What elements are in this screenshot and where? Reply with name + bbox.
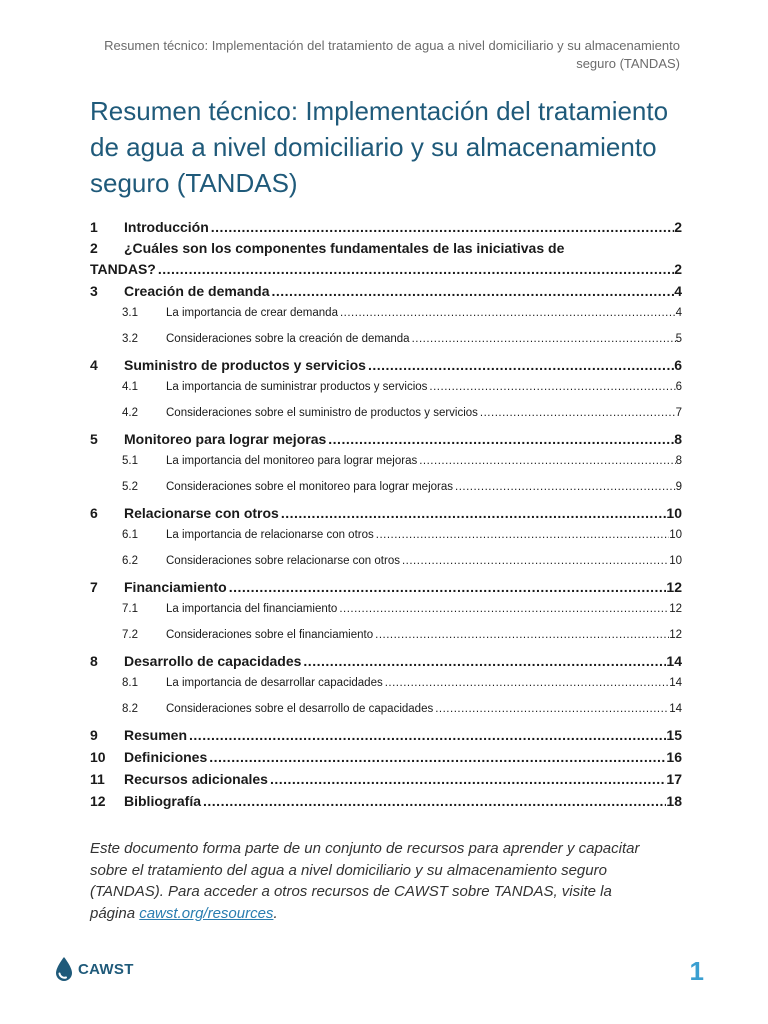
toc-entry[interactable] <box>90 746 682 768</box>
toc-entry-label: Consideraciones sobre relacionarse con otros <box>166 555 400 567</box>
toc-page-number: 4 <box>675 307 682 319</box>
toc-entry-label: Consideraciones sobre el suministro de productos y servicios <box>166 407 478 419</box>
toc-leader <box>209 216 674 238</box>
toc-page-number: 15 <box>666 727 682 743</box>
toc-subentry[interactable] <box>90 328 682 354</box>
toc-page-number: 8 <box>675 455 682 467</box>
toc-leader <box>270 280 675 302</box>
toc-page-number: 17 <box>666 771 682 787</box>
toc-subentry[interactable] <box>90 672 682 698</box>
toc-leader <box>400 552 669 570</box>
toc-entry-number: 6.2 <box>122 555 138 567</box>
toc-entry-label: Consideraciones sobre el financiamiento <box>166 629 374 641</box>
toc-entry[interactable] <box>90 354 682 376</box>
toc-page-number: 14 <box>669 677 682 689</box>
toc-entry[interactable] <box>90 768 682 790</box>
toc-leader <box>478 404 676 422</box>
toc-subentry[interactable] <box>90 376 682 402</box>
toc-page-number: 8 <box>674 431 682 447</box>
toc-entry-label: Consideraciones sobre el monitoreo para lograr mejoras <box>166 481 454 493</box>
toc-subentry[interactable] <box>90 550 682 576</box>
toc-entry-label: Desarrollo de capacidades <box>124 653 302 669</box>
toc-entry-number: 10 <box>90 749 106 765</box>
toc-entry-number: 5.1 <box>122 455 138 467</box>
toc-entry-number: 7.2 <box>122 629 138 641</box>
toc-entry-label: Monitoreo para lograr mejoras <box>124 431 327 447</box>
toc-page-number: 12 <box>669 629 682 641</box>
toc-leader <box>383 674 669 692</box>
toc-page-number: 10 <box>666 505 682 521</box>
toc-entry-number: 9 <box>90 727 98 743</box>
toc-entry-label: ¿Cuáles son los componentes fundamentales de las iniciativas de <box>124 240 565 256</box>
toc-entry-number: 8.2 <box>122 703 138 715</box>
toc-page-number: 6 <box>675 381 682 393</box>
toc-leader <box>279 502 667 524</box>
toc-entry-number: 1 <box>90 219 98 235</box>
toc-leader <box>373 626 669 644</box>
toc-leader <box>417 452 675 470</box>
toc-page-number: 10 <box>669 555 682 567</box>
toc-page-number: 2 <box>674 261 682 277</box>
toc-page-number: 5 <box>675 333 682 345</box>
toc-page-number: 14 <box>669 703 682 715</box>
toc-entry[interactable] <box>90 576 682 598</box>
toc-page-number: 4 <box>674 283 682 299</box>
page-number: 1 <box>689 956 704 986</box>
toc-leader <box>156 258 674 280</box>
toc-subentry[interactable] <box>90 402 682 428</box>
toc-entry-number: 7.1 <box>122 603 138 615</box>
toc-leader <box>201 790 666 812</box>
toc-entry-label: Suministro de productos y servicios <box>124 357 366 373</box>
running-header: Resumen técnico: Implementación del tratamiento de agua a nivel domiciliario y su almacenamiento seguro (TANDAS) <box>104 38 680 71</box>
toc-leader <box>227 576 667 598</box>
toc-page-number: 16 <box>666 749 682 765</box>
toc-entry-number: 5 <box>90 431 98 447</box>
toc-entry-label: Bibliografía <box>124 793 202 809</box>
toc-entry-number: 5.2 <box>122 481 138 493</box>
toc-subentry[interactable] <box>90 624 682 650</box>
toc-page-number: 18 <box>666 793 682 809</box>
toc-page-number: 12 <box>666 579 682 595</box>
water-drop-icon <box>54 956 74 982</box>
toc-leader <box>374 526 669 544</box>
toc-entry[interactable] <box>90 502 682 524</box>
toc-leader <box>268 768 666 790</box>
toc-page-number: 14 <box>666 653 682 669</box>
toc-entry-number: 3.2 <box>122 333 138 345</box>
toc-entry-label: La importancia del financiamiento <box>166 603 338 615</box>
toc-entry-number: 3.1 <box>122 307 138 319</box>
toc-entry-number: 8.1 <box>122 677 138 689</box>
cawst-logo <box>54 956 134 982</box>
toc-entry-label: Creación de demanda <box>124 283 270 299</box>
toc-entry-label: La importancia de relacionarse con otros <box>166 529 374 541</box>
toc-subentry[interactable] <box>90 450 682 476</box>
toc-entry-label: La importancia de suministrar productos y servicios <box>166 381 428 393</box>
toc-page-number: 2 <box>674 219 682 235</box>
footnote-text: Este documento forma parte de un conjunto de recursos para aprender y capacitar sobre el tratamiento del agua a nivel domiciliario y su almacenamiento seguro (TANDAS). Para acceder a otros recursos de CAWST sobre TANDAS, visite la página <box>90 840 640 922</box>
toc-entry-number: 3 <box>90 283 98 299</box>
toc-leader <box>433 700 669 718</box>
footnote-end: . <box>273 904 278 922</box>
toc-leader <box>427 378 675 396</box>
toc-entry-label: Recursos adicionales <box>124 771 268 787</box>
footnote <box>90 838 650 924</box>
toc-subentry[interactable] <box>90 302 682 328</box>
toc-entry[interactable] <box>90 280 682 302</box>
toc-entry-label: Resumen <box>124 727 188 743</box>
toc-entry[interactable] <box>90 238 682 280</box>
toc-entry-label: Consideraciones sobre la creación de demanda <box>166 333 410 345</box>
logo-text: CAWST <box>78 960 134 978</box>
toc-entry-number: 7 <box>90 579 98 595</box>
toc-entry[interactable] <box>90 650 682 672</box>
toc-entry[interactable] <box>90 428 682 450</box>
toc-leader <box>453 478 676 496</box>
toc-leader <box>338 304 676 322</box>
toc-entry-number: 6 <box>90 505 98 521</box>
toc-entry-label: Financiamiento <box>124 579 227 595</box>
toc-subentry[interactable] <box>90 698 682 724</box>
toc-entry-label: Introducción <box>124 219 209 235</box>
toc-entry-label: La importancia de crear demanda <box>166 307 338 319</box>
toc-page-number: 10 <box>669 529 682 541</box>
document-title: Resumen técnico: Implementación del tratamiento de agua a nivel domiciliario y su almacenamiento seguro (TANDAS) <box>90 96 669 198</box>
toc-leader <box>410 330 676 348</box>
toc-entry-number: 11 <box>90 771 105 787</box>
toc-page-number: 7 <box>675 407 682 419</box>
toc-page-number: 6 <box>674 357 682 373</box>
resources-link[interactable]: cawst.org/resources <box>139 904 274 922</box>
toc-entry-number: 2 <box>90 240 98 256</box>
toc-entry-label: Definiciones <box>124 749 208 765</box>
toc-leader <box>301 650 666 672</box>
table-of-contents <box>90 216 682 812</box>
toc-page-number: 12 <box>669 603 682 615</box>
toc-entry-number: 6.1 <box>122 529 138 541</box>
toc-subentry[interactable] <box>90 476 682 502</box>
toc-leader <box>326 428 674 450</box>
toc-entry-number: 8 <box>90 653 98 669</box>
toc-page-number: 9 <box>675 481 682 493</box>
toc-subentry[interactable] <box>90 524 682 550</box>
toc-entry[interactable] <box>90 216 682 238</box>
toc-leader <box>366 354 674 376</box>
toc-leader <box>187 724 666 746</box>
toc-leader <box>207 746 666 768</box>
toc-entry-number: 4 <box>90 357 98 373</box>
toc-entry-label: La importancia de desarrollar capacidades <box>166 677 383 689</box>
toc-entry-label-continued: TANDAS? <box>90 261 156 277</box>
toc-entry-number: 4.1 <box>122 381 138 393</box>
toc-subentry[interactable] <box>90 598 682 624</box>
toc-entry-label: Consideraciones sobre el desarrollo de capacidades <box>166 703 434 715</box>
toc-entry[interactable] <box>90 790 682 812</box>
toc-entry-label: La importancia del monitoreo para lograr mejoras <box>166 455 418 467</box>
toc-leader <box>337 600 669 618</box>
toc-entry-number: 12 <box>90 793 106 809</box>
toc-entry-number: 4.2 <box>122 407 138 419</box>
toc-entry-label: Relacionarse con otros <box>124 505 279 521</box>
toc-entry[interactable] <box>90 724 682 746</box>
